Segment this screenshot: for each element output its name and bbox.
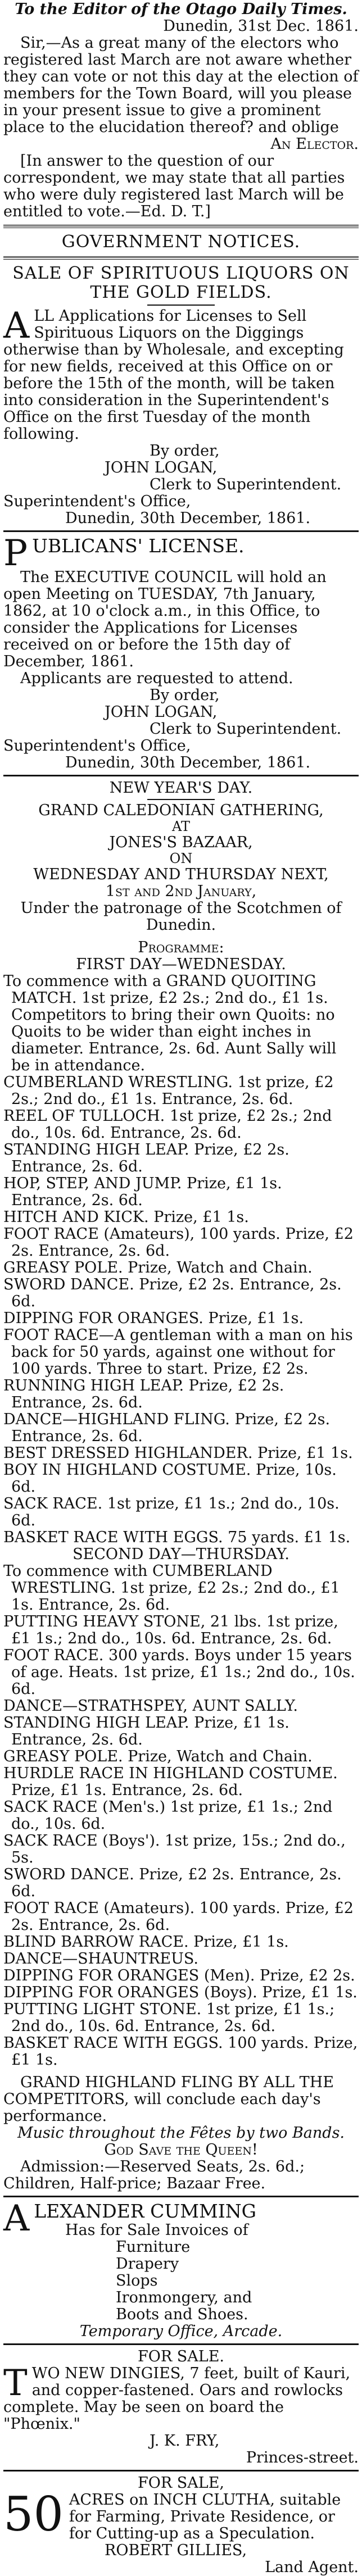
spirits-by-order: By order, [150, 442, 220, 460]
publicans-by-order: By order, [150, 687, 220, 704]
new-years-day-ad [3, 780, 359, 2192]
newyear-on: ON [169, 851, 193, 866]
spirituous-liquors-notice [3, 264, 359, 527]
programme-item: GREASY POLE. Prize, Watch and Chain. [3, 1748, 313, 1765]
programme-item: STANDING HIGH LEAP. Prize, £2 2s. Entrance, 2s. 6d. [3, 1141, 289, 1175]
programme-item: HURDLE RACE IN HIGHLAND COSTUME. Prize, £1 1s. Entrance, 2s. 6d. [3, 1765, 338, 1799]
section-divider [3, 775, 359, 776]
cumming-office: Temporary Office, Arcade. [79, 2323, 283, 2340]
anthem: God Save the Queen! [104, 2141, 258, 2159]
newyear-gathering: GRAND CALEDONIAN GATHERING, [38, 802, 324, 819]
letter-body: Sir,—As a great many of the electors who registered last March are not aware whether they can vote or not this day at the election of members for the Town Board, will you please in your present issue to give a prominent place to the elucidation thereof? and oblige [3, 34, 359, 136]
goods-item: Slops [116, 2272, 158, 2289]
section-divider [3, 225, 359, 228]
dingies-heading: FOR SALE. [138, 2348, 224, 2365]
spirits-title: Clerk to Superintendent. [150, 476, 342, 493]
programme-item: SACK RACE. 1st prize, £1 1s.; 2nd do., 10s. 6d. [3, 1495, 340, 1529]
programme-item: HITCH AND KICK. Prize, £1 1s. [3, 1209, 249, 1226]
letter-heading: To the Editor of the Otago Daily Times. [15, 1, 347, 18]
programme-item: REEL OF TULLOCH. 1st prize, £2 2s.; 2nd do., 10s. 6d. Entrance, 2s. 6d. [3, 1107, 332, 1142]
dingies-name: J. K. FRY, [150, 2432, 220, 2450]
first-day-list [3, 973, 359, 1546]
newyear-dates: 1st and 2nd January, [105, 883, 257, 900]
publicans-date: Dunedin, 30th December, 1861. [65, 754, 311, 771]
spirits-office: Superintendent's Office, [3, 493, 191, 510]
programme-item: BEST DRESSED HIGHLANDER. Prize, £1 1s. [3, 1444, 353, 1462]
newyear-place: JONES'S BAZAAR, [109, 834, 253, 851]
publicans-license-notice [3, 535, 359, 771]
programme-heading: Programme: [138, 939, 224, 956]
programme-item: BOY IN HIGHLAND COSTUME. Prize, 10s. 6d. [3, 1461, 337, 1496]
programme-item: FOOT RACE—A gentleman with a man on his back for 50 yards, against one without for 100 yards. Three to start. Prize, £2 2s. [3, 1326, 353, 1378]
drop-cap: P [3, 533, 28, 574]
first-day-heading: FIRST DAY—WEDNESDAY. [76, 956, 286, 973]
programme-item: CUMBERLAND WRESTLING. 1st prize, £2 2s.; 2nd do., £1 1s. Entrance, 2s. 6d. [3, 1074, 334, 1108]
cumming-heading: LEXANDER CUMMING [34, 2200, 257, 2222]
programme-item: DANCE—HIGHLAND FLING. Prize, £2 2s. Entrance, 2s. 6d. [3, 1411, 331, 1445]
drop-cap: A [3, 2198, 30, 2239]
publicans-name: JOHN LOGAN, [105, 703, 218, 721]
programme-item: FOOT RACE (Amateurs), 100 yards. Prize, £2 2s. Entrance, 2s. 6d. [3, 1225, 354, 1260]
section-divider [3, 2196, 359, 2197]
publicans-body2: Applicants are requested to attend. [20, 670, 293, 687]
goods-item: Drapery [116, 2255, 179, 2273]
programme-item: HOP, STEP, AND JUMP. Prize, £1 1s. Entrance, 2s. 6d. [3, 1175, 282, 1209]
programme-item: DIPPING FOR ORANGES. Prize, £1 1s. [3, 1310, 304, 1327]
programme-item: RUNNING HIGH LEAP. Prize, £2 2s. Entrance, 2s. 6d. [3, 1377, 284, 1411]
programme-item: DIPPING FOR ORANGES (Boys). Prize, £1 1s. [3, 1984, 358, 2001]
programme-item: BASKET RACE WITH EGGS. 100 yards. Prize, £1 1s. [3, 2034, 358, 2069]
programme-item: DIPPING FOR ORANGES (Men). Prize, £2 2s. [3, 1967, 355, 1984]
publicans-heading: UBLICANS' LICENSE. [32, 535, 245, 557]
letter-dateline: Dunedin, 31st Dec. 1861. [163, 17, 359, 35]
section-divider [3, 256, 359, 260]
admission: Admission:—Reserved Seats, 2s. 6d.; Children, Half-price; Bazaar Free. [3, 2158, 305, 2192]
cumming-ad [3, 2198, 359, 2340]
programme-item: To commence with a GRAND QUOITING MATCH. 1st prize, £2 2s.; 2nd do., £1 1s. Competitors to bring their own Quoits: no Quoits to be wider than eight inches in diameter. Entrance, 2s. 6d. Aunt Sally will be in attendance. [3, 973, 337, 1074]
clutha-ad [3, 2475, 359, 2576]
spirits-body: LL Applications for Licenses to Sell Spirituous Liquors on the Diggings otherwise than by Wholesale, and excepting for new fields, received at this Office on or before the 15th of the month, will be taken into consideration in the Superintendent's Office on the first Tuesday of the month following. [3, 307, 344, 443]
spirits-name: JOHN LOGAN, [105, 459, 218, 476]
programme-item: To commence with CUMBERLAND WRESTLING. 1st prize, £2 2s.; 2nd do., £1 1s. Entrance, 2s. 6d. [3, 1562, 340, 1614]
cumming-line1: Has for Sale Invoices of [65, 2221, 248, 2239]
programme-item: PUTTING LIGHT STONE. 1st prize, £1 1s.; 2nd do., 10s. 6d. Entrance, 2s. 6d. [3, 2001, 335, 2035]
clutha-heading: FOR SALE, [138, 2474, 224, 2492]
letter-to-editor [3, 1, 359, 220]
programme-item: STANDING HIGH LEAP. Prize, £1 1s. Entrance, 2s. 6d. [3, 1714, 289, 1748]
cumming-goods-list [3, 2239, 359, 2323]
government-notices-heading: GOVERNMENT NOTICES. [61, 232, 301, 252]
drop-number: 50 [3, 2487, 64, 2542]
letter-signature: An Elector. [270, 135, 359, 153]
dingies-address: Princes-street. [246, 2449, 359, 2466]
clutha-name: ROBERT GILLIES, [105, 2542, 247, 2559]
drop-cap: T [3, 2363, 28, 2404]
dingies-ad [3, 2348, 359, 2466]
publicans-title: Clerk to Superintendent. [150, 720, 342, 738]
publicans-office: Superintendent's Office, [3, 737, 191, 755]
second-day-list [3, 1563, 359, 2069]
programme-item: DANCE—SHAUNTREUS. [3, 1950, 198, 1968]
programme-item: SWORD DANCE. Prize, £2 2s. Entrance, 2s. 6d. [3, 1276, 342, 1310]
clutha-body: ACRES on INCH CLUTHA, suitable for Farming, Private Residence, or for Cutting-up as a Speculation. [69, 2491, 341, 2542]
programme-item: PUTTING HEAVY STONE, 21 lbs. 1st prize, £1 1s.; 2nd do., 10s. 6d. Entrance, 2s. 6d. [3, 1613, 338, 1647]
section-divider [3, 2343, 359, 2345]
programme-item: SWORD DANCE. Prize, £2 2s. Entrance, 2s. 6d. [3, 1866, 342, 1900]
programme-item: BASKET RACE WITH EGGS. 75 yards. £1 1s. [3, 1529, 351, 1546]
spirits-date: Dunedin, 30th December, 1861. [65, 510, 311, 527]
rule [147, 799, 215, 800]
newyear-days: WEDNESDAY AND THURSDAY NEXT, [33, 866, 329, 883]
newyear-at: AT [171, 819, 191, 834]
dingies-body: WO NEW DINGIES, 7 feet, built of Kauri, and copper-fastened. Oars and rowlocks complete. May be seen on board the "Phœnix." [3, 2365, 351, 2433]
newyear-patronage: Under the patronage of the Scotchmen of Dunedin. [20, 899, 342, 934]
programme-item: FOOT RACE (Amateurs). 100 yards. Prize, £2 2s. Entrance, 2s. 6d. [3, 1900, 354, 1934]
newyear-heading: NEW YEAR'S DAY. [109, 779, 253, 797]
music-note: Music throughout the Fêtes by two Bands. [17, 2124, 345, 2142]
programme-item: SACK RACE (Boys'). 1st prize, 15s.; 2nd do., 5s. [3, 1832, 346, 1866]
highland-fling-note: GRAND HIGHLAND FLING BY ALL THE COMPETITORS, will conclude each day's performance. [3, 2074, 334, 2125]
clutha-title: Land Agent. [265, 2559, 359, 2576]
publicans-body: The EXECUTIVE COUNCIL will hold an open Meeting on TUESDAY, 7th January, 1862, at 10 o'clock a.m., in this Office, to consider the Applications for Licenses received on or before the 15th day of December, 1861. [3, 569, 327, 670]
programme-item: SACK RACE (Men's.) 1st prize, £1 1s.; 2nd do., 10s. 6d. [3, 1798, 333, 1833]
programme-item: BLIND BARROW RACE. Prize, £1 1s. [3, 1933, 289, 1951]
programme-item: GREASY POLE. Prize, Watch and Chain. [3, 1259, 313, 1276]
drop-cap: A [3, 305, 30, 347]
goods-item: Boots and Shoes. [116, 2306, 248, 2323]
second-day-heading: SECOND DAY—THURSDAY. [73, 1546, 289, 1563]
spirits-heading: SALE OF SPIRITUOUS LIQUORS ON THE GOLD FIELDS. [12, 263, 350, 302]
programme-item: FOOT RACE. 300 yards. Boys under 15 years of age. Heats. 1st prize, £1 1s.; 2nd do., 10s. 6d. [3, 1647, 355, 1698]
rule [147, 305, 215, 306]
programme-item: DANCE—STRATHSPEY, AUNT SALLY. [3, 1697, 298, 1715]
section-divider [3, 2470, 359, 2471]
goods-item: Ironmongery, and [116, 2289, 252, 2306]
goods-item: Furniture [116, 2238, 191, 2256]
section-divider [3, 530, 359, 532]
editor-note: [In answer to the question of our correspondent, we may state that all parties who were duly registered last March will be entitled to vote.—Ed. D. T.] [3, 152, 345, 220]
